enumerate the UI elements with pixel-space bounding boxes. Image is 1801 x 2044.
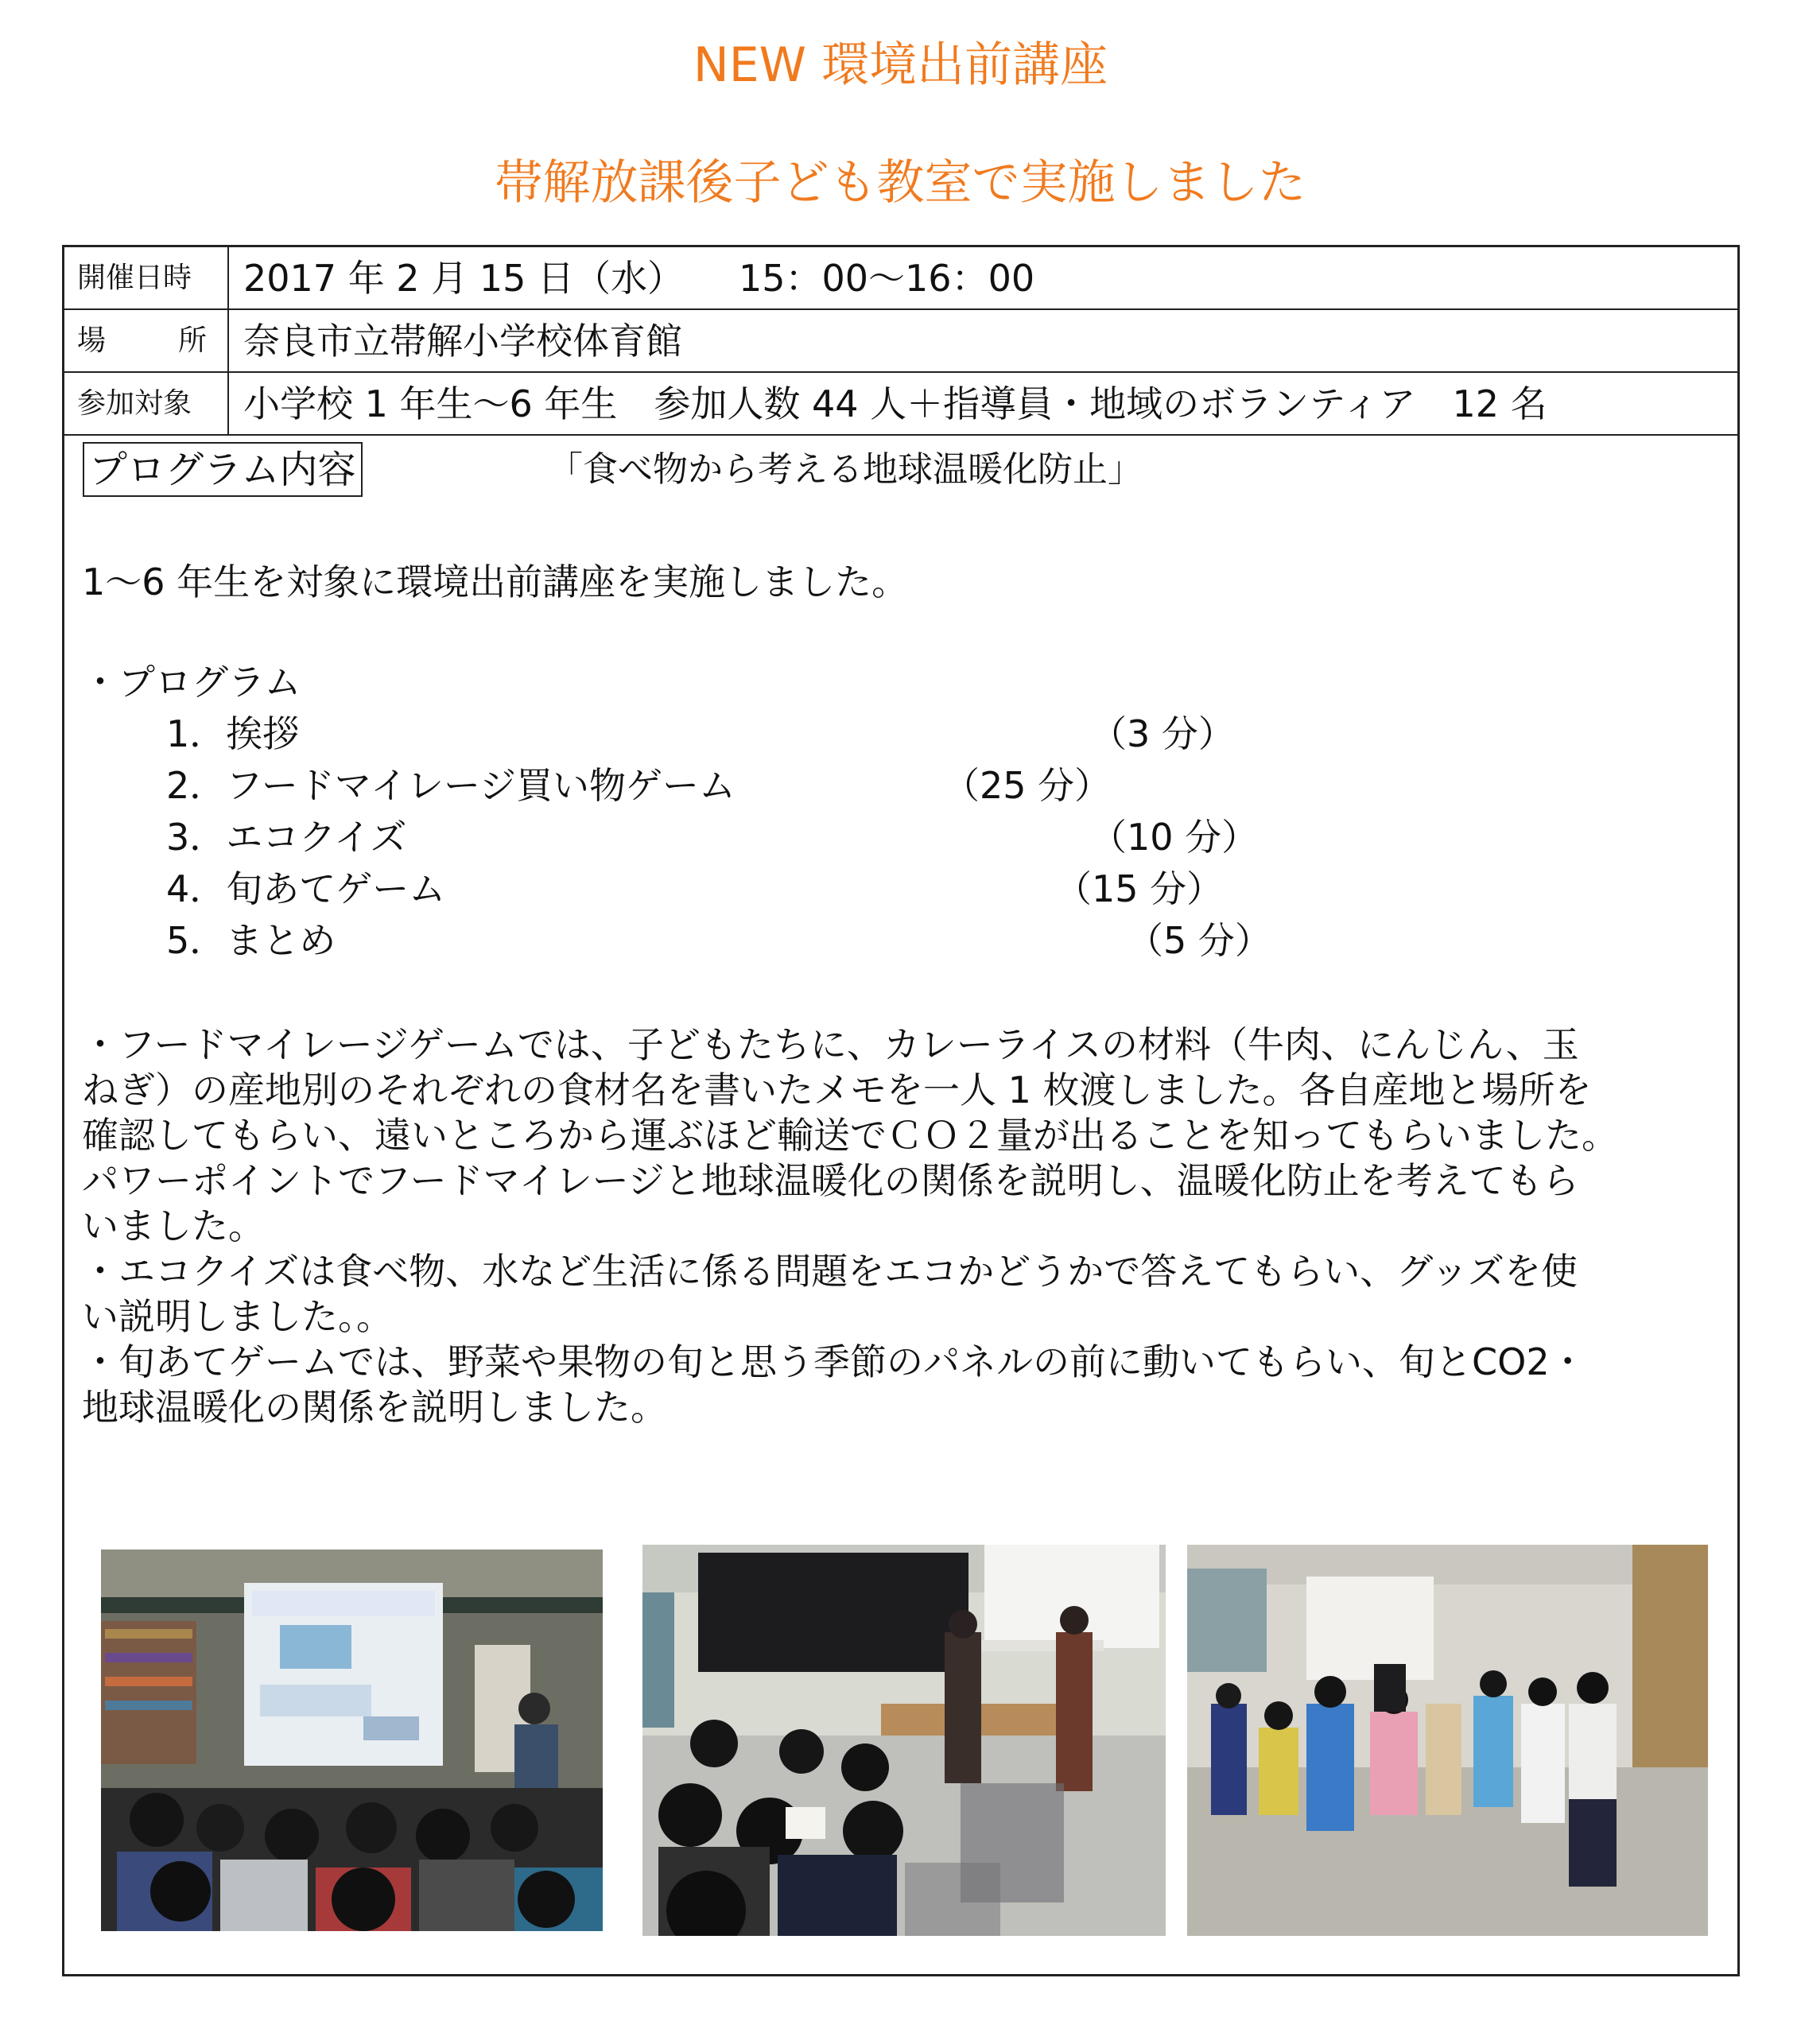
place-label-part-1: 場 [77,324,107,357]
page-subtitle: 帯解放課後子ども教室で実施しました [495,155,1306,211]
program-list-heading: ・プログラム [82,661,301,704]
program-heading: プログラム内容 [83,442,363,497]
description-line: い説明しました。。 [82,1295,393,1338]
program-item-duration: （10 分） [1090,816,1259,859]
target-label: 参加対象 [64,373,229,434]
target-row [64,373,1737,436]
photo-season-game [1187,1545,1708,1936]
page-title: NEW 環境出前講座 [693,37,1108,93]
description-line: ねぎ）の産地別のそれぞれの食材名を書いたメモを一人 1 枚渡しました。各自産地と場所を [82,1069,1592,1111]
description-line: 地球温暖化の関係を説明しました。 [82,1386,667,1429]
photo-food-mileage-game [642,1545,1166,1936]
description-line: いました。 [82,1204,265,1247]
description-line: ・エコクイズは食べ物、水など生活に係る問題をエコかどうかで答えてもらい、グッズを使 [82,1250,1578,1293]
program-item-label: 3．エコクイズ [166,816,407,859]
report-table [62,245,1740,1976]
program-item-label: 2．フードマイレージ買い物ゲーム [166,764,736,807]
program-intro: 1～6 年生を対象に環境出前講座を実施しました。 [82,560,909,603]
program-item-duration: （15 分） [1055,867,1224,910]
place-row [64,310,1737,373]
description-line: ・旬あてゲームでは、野菜や果物の旬と思う季節のパネルの前に動いてもらい、旬とCO2・ [82,1340,1586,1383]
date-value: 2017 年 2 月 15 日（水） 15：00～16：00 [243,256,1035,300]
description-line: ・フードマイレージゲームでは、子どもたちに、カレーライスの材料（牛肉、にんじん、玉 [82,1023,1579,1066]
photo-presentation [101,1549,603,1931]
program-item-label: 1．挨拶 [166,712,300,755]
program-description [82,1022,1744,1430]
program-theme: 「食べ物から考える地球温暖化防止」 [548,449,1143,490]
program-item-label: 4．旬あてゲーム [166,867,446,910]
program-item-duration: （5 分） [1127,919,1271,962]
program-item-duration: （3 分） [1090,712,1235,755]
target-value: 小学校 1 年生～6 年生 参加人数 44 人＋指導員・地域のボランティア 12 名 [243,382,1547,425]
program-item-label: 5．まとめ [166,919,336,962]
date-label: 開催日時 [64,247,229,308]
description-line: 確認してもらい、遠いところから運ぶほど輸送でＣＯ２量が出ることを知ってもらいました。 [82,1114,1618,1157]
place-label-part-2: 所 [177,324,207,357]
place-label [64,310,229,371]
place-value: 奈良市立帯解小学校体育館 [243,319,682,363]
description-line: パワーポイントでフードマイレージと地球温暖化の関係を説明し、温暖化防止を考えてもら [82,1159,1579,1202]
program-item-duration: （25 分） [943,764,1112,807]
date-row [64,247,1737,310]
